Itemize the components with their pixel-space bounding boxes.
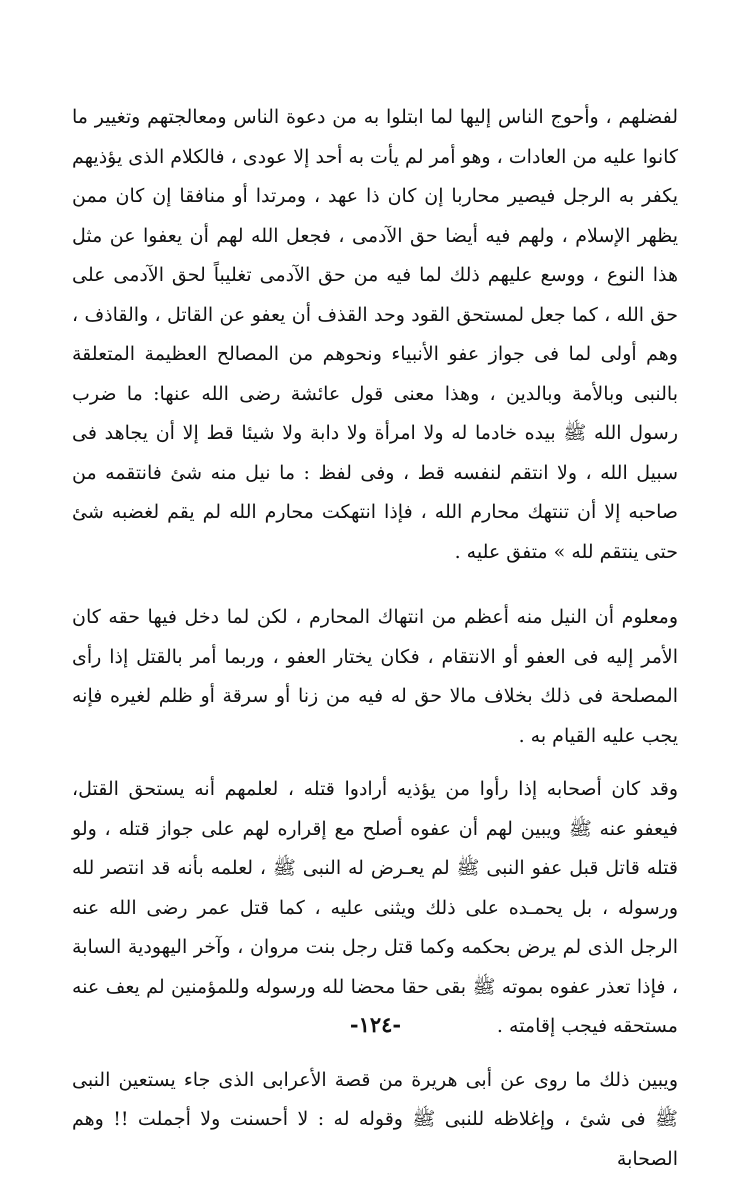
paragraph-3: وقد كان أصحابه إذا رأوا من يؤذيه أرادوا قتله ، لعلمهم أنه يستحق القتل، فيعفو عنه ﷺ ويبين لهم أن عفوه أصلح مع إقراره لهم على جواز قتله ، ولو قتله قاتل قبل عفو النبى ﷺ لم يعـرض له النبى ﷺ ، لعلمه بأنه قد انتصر لله ورسوله ، بل يحمـده على ذلك ويثنى عليه ، كما قتل عمر رضى الله عنه الرجل الذى لم يرض بحكمه وكما قتل رجل بنت مروان ، وآخر اليهودية السابة ، فإذا تعذر عفوه بموته ﷺ بقى حقا محضا لله ورسوله وللمؤمنين لم يعف عنه مستحقه فيجب إقامته . <box>72 770 678 1047</box>
page-number: -١٢٤- <box>0 1012 751 1037</box>
paragraph-4: ويبين ذلك ما روى عن أبى هريرة من قصة الأعرابى الذى جاء يستعين النبى ﷺ فى شئ ، وإغلاظه للنبى ﷺ وقوله له : لا أحسنت ولا أجملت !! وهم الصحابة <box>72 1061 678 1179</box>
paragraph-1: لفضلهم ، وأحوج الناس إليها لما ابتلوا به من دعوة الناس ومعالجتهم وتغيير ما كانوا عليه من العادات ، وهو أمر لم يأت به أحد إلا عودى ، فالكلام الذى يؤذيهم يكفر به الرجل فيصير محاربا إن كان ذا عهد ، ومرتدا أو منافقا إن كان ممن يظهر الإسلام ، ولهم فيه أيضا حق الآدمى ، فجعل الله لهم أن يعفوا عن مثل هذا النوع ، ووسع عليهم ذلك لما فيه من حق الآدمى تغليباً لحق الآدمى على حق الله ، كما جعل لمستحق القود وحد القذف أن يعفو عن القاتل ، والقاذف ، وهم أولى لما فى جواز عفو الأنبياء ونحوهم من المصالح العظيمة المتعلقة بالنبى وبالأمة وبالدين ، وهذا معنى قول عائشة رضى الله عنها: ما ضرب رسول الله ﷺ بيده خادما له ولا امرأة ولا دابة ولا شيئا قط إلا أن يجاهد فى سبيل الله ، ولا انتقم لنفسه قط ، وفى لفظ : ما نيل منه شئ فانتقمه من صاحبه إلا أن تنتهك محارم الله ، فإذا انتهكت محارم الله لم يقم لغضبه شئ حتى ينتقم لله » متفق عليه . <box>72 98 678 572</box>
paragraph-2: ومعلوم أن النيل منه أعظم من انتهاك المحارم ، لكن لما دخل فيها حقه كان الأمر إليه فى العفو أو الانتقام ، فكان يختار العفو ، وربما أمر بالقتل إذا رأى المصلحة فى ذلك بخلاف مالا حق له فيه من زنا أو سرقة أو ظلم لغيره فإنه يجب عليه القيام به . <box>72 598 678 756</box>
